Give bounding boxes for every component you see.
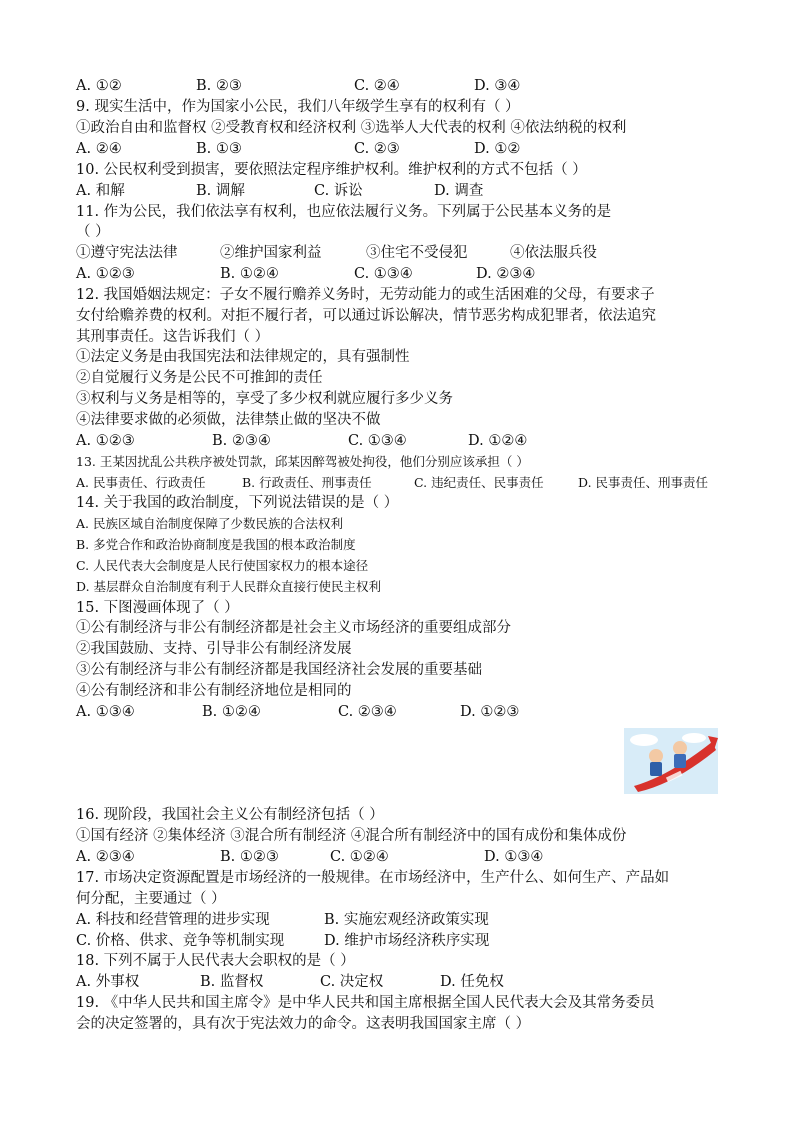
question-12-item-3: ③权利与义务是相等的，享受了多少权利就应履行多少义务 [76, 391, 453, 407]
question-19-stem-cont: 会的决定签署的，具有次于宪法效力的命令。这表明我国国家主席（ ） [76, 1016, 531, 1032]
option-b: B. ②③④ [212, 433, 271, 449]
option-b: B. ①②④ [220, 266, 279, 282]
option-a: A. ①②③ [76, 433, 135, 449]
option-d: D. ①② [474, 141, 521, 157]
question-9-stem: 9. 现实生活中，作为国家小公民，我们八年级学生享有的权利有（ ） [76, 99, 520, 115]
option-c: C. 诉讼 [314, 183, 363, 199]
option-c: C. 决定权 [320, 974, 384, 990]
option-c: C. ②③④ [338, 704, 397, 720]
option-d: D. 民事责任、刑事责任 [578, 475, 709, 490]
question-15-item-4: ④公有制经济和非公有制经济地位是相同的 [76, 683, 352, 699]
question-10-stem: 10. 公民权利受到损害，要依照法定程序维护权利。维护权利的方式不包括（ ） [76, 162, 587, 178]
question-11-stem-cont: （ ） [76, 224, 110, 240]
option-a: A. ②③④ [76, 849, 135, 865]
question-15-item-3: ③公有制经济与非公有制经济都是我国经济社会发展的重要基础 [76, 662, 482, 678]
option-b: B. ①②④ [202, 704, 261, 720]
option-d: D. 任免权 [440, 974, 504, 990]
question-14-stem: 14. 关于我国的政治制度，下列说法错误的是（ ） [76, 495, 399, 511]
option-d: D. ②③④ [476, 266, 536, 282]
question-13-stem: 13. 王某因扰乱公共秩序被处罚款，邱某因醉驾被处拘役，他们分别应该承担（ ） [76, 454, 529, 469]
option-a: A. ①②③ [76, 266, 135, 282]
option-b: B. ①③ [196, 141, 242, 157]
question-18-stem: 18. 下列不属于人民代表大会职权的是（ ） [76, 953, 355, 969]
question-9-items: ①政治自由和监督权 ②受教育权和经济权利 ③选举人大代表的权利 ④依法纳税的权利 [76, 120, 627, 136]
question-15-item-2: ②我国鼓励、支持、引导非公有制经济发展 [76, 641, 352, 657]
question-12-stem: 12. 我国婚姻法规定：子女不履行赡养义务时，无劳动能力的或生活困难的父母，有要求子 [76, 287, 655, 303]
question-12-item-4: ④法律要求做的必须做，法律禁止做的坚决不做 [76, 412, 381, 428]
option-c: C. ②③ [354, 141, 400, 157]
item-4: ④依法服兵役 [510, 245, 597, 261]
question-14-option-d: D. 基层群众自治制度有利于人民群众直接行使民主权利 [76, 579, 382, 594]
option-a: A. 和解 [76, 183, 125, 199]
item-1: ①遵守宪法法律 [76, 245, 178, 261]
option-a: A. ①② [76, 78, 122, 94]
option-c: C. ①②④ [330, 849, 389, 865]
option-b: B. ①②③ [220, 849, 279, 865]
option-b: B. ②③ [196, 78, 242, 94]
option-d: D. ①③④ [484, 849, 544, 865]
option-b: B. 行政责任、刑事责任 [242, 475, 372, 490]
option-c: C. 违纪责任、民事责任 [414, 475, 544, 490]
question-15-item-1: ①公有制经济与非公有制经济都是社会主义市场经济的重要组成部分 [76, 620, 511, 636]
item-2: ②维护国家利益 [220, 245, 322, 261]
question-14-option-a: A. 民族区域自治制度保障了少数民族的合法权利 [76, 516, 343, 531]
question-12-item-2: ②自觉履行义务是公民不可推卸的责任 [76, 370, 323, 386]
option-a: A. 民事责任、行政责任 [76, 475, 206, 490]
option-a: A. ①③④ [76, 704, 135, 720]
question-16-stem: 16. 现阶段，我国社会主义公有制经济包括（ ） [76, 807, 384, 823]
question-16-items: ①国有经济 ②集体经济 ③混合所有制经济 ④混合所有制经济中的国有成份和集体成份 [76, 828, 627, 844]
option-c: C. ②④ [354, 78, 400, 94]
question-15-stem: 15. 下图漫画体现了（ ） [76, 600, 239, 616]
option-a: A. ②④ [76, 141, 122, 157]
economy-cartoon-image [624, 728, 718, 794]
question-12-stem-cont2: 其刑事责任。这告诉我们（ ） [76, 329, 270, 345]
question-14-option-b: B. 多党合作和政治协商制度是我国的根本政治制度 [76, 537, 356, 552]
option-d: D. ③④ [474, 78, 521, 94]
question-12-stem-cont: 女付给赡养费的权利。对拒不履行者，可以通过诉讼解决，情节恶劣构成犯罪者，依法追究 [76, 308, 656, 324]
option-d: D. ①②③ [460, 704, 520, 720]
option-b: B. 实施宏观经济政策实现 [324, 912, 489, 928]
option-a: A. 外事权 [76, 974, 140, 990]
question-17-stem-cont: 何分配，主要通过（ ） [76, 891, 226, 907]
option-b: B. 调解 [196, 183, 245, 199]
question-12-item-1: ①法定义务是由我国宪法和法律规定的，具有强制性 [76, 349, 410, 365]
question-17-stem: 17. 市场决定资源配置是市场经济的一般规律。在市场经济中，生产什么、如何生产、产品如 [76, 870, 670, 886]
option-b: B. 监督权 [200, 974, 264, 990]
option-c: C. ①③④ [354, 266, 413, 282]
option-c: C. ①③④ [348, 433, 407, 449]
question-19-stem: 19. 《中华人民共和国主席令》是中华人民共和国主席根据全国人民代表大会及其常务委员 [76, 995, 655, 1011]
option-d: D. 维护市场经济秩序实现 [324, 933, 490, 949]
option-c: C. 价格、供求、竞争等机制实现 [76, 933, 285, 949]
question-11-stem: 11. 作为公民，我们依法享有权利，也应依法履行义务。下列属于公民基本义务的是 [76, 204, 612, 220]
option-a: A. 科技和经营管理的进步实现 [76, 912, 270, 928]
option-d: D. 调查 [434, 183, 484, 199]
item-3: ③住宅不受侵犯 [366, 245, 468, 261]
option-d: D. ①②④ [468, 433, 528, 449]
question-14-option-c: C. 人民代表大会制度是人民行使国家权力的根本途径 [76, 558, 369, 573]
